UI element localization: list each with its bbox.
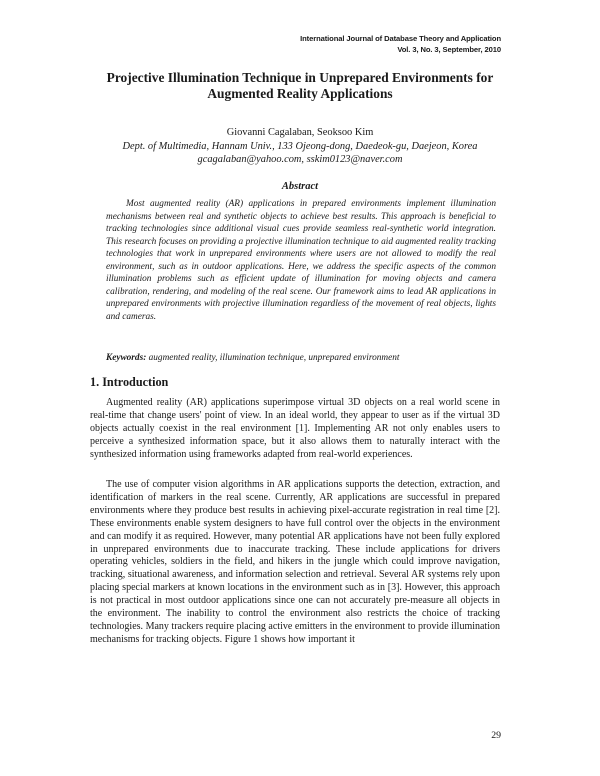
paper-title: [60, 70, 540, 102]
author-block: [60, 126, 540, 167]
abstract-body: Most augmented reality (AR) applications in prepared environments implement illumination mechanisms between real and synthetic objects to achieve best results. This approach is beneficial to tracking technologies since additional visual cues provide seamless real-synthetic world integration. This research focuses on providing a projective illumination technique to aid augmented reality tracking technologies that work in unprepared environments where users are not allowed to modify the real environment, such as in outdoor applications. Here, we address the specific aspects of the common illumination problems such as efficient update of illumination for moving objects and camera calibration, rendering, and modeling of the real scene. Our framework aims to lead AR applications in unprepared environments with projective illumination regardless of the movement of real objects, lights and cameras.: [106, 199, 496, 322]
intro-paragraph-2: The use of computer vision algorithms in AR applications supports the detection, extraction, and identification of markers in the real scene. Currently, AR applications are successful in prepared environments where they produce best results in achieving pixel-accurate registration in real time [2]. These environments enable system designers to have full control over the objects in the environment and can modify it as required. However, many potential AR applications have not been fully explored in unprepared environments due to inaccurate tracking. These include applications for drivers operating vehicles, soldiers in the field, and hikers in the jungle which could improve navigation, tracking, situational awareness, and information selection and retrieval. Several AR systems rely upon placing special markers at known locations in the environment such as in [3]. However, this approach is not practical in most outdoor applications since one can not accurately pre-measure all objects in the environment. The inability to control the environment also restricts the choice of tracking technologies. Many trackers require placing active emitters in the environment to provide illumination mechanisms for tracking objects. Figure 1 shows how important it: [90, 479, 500, 645]
page-number: 29: [491, 730, 501, 741]
keywords-line: [106, 352, 506, 364]
author-affiliation: Dept. of Multimedia, Hannam Univ., 133 Ojeong-dong, Daedeok-gu, Daejeon, Korea: [122, 140, 478, 152]
author-emails: gcagalaban@yahoo.com, sskim0123@naver.com: [197, 154, 403, 165]
author-names: Giovanni Cagalaban, Seoksoo Kim: [226, 127, 374, 138]
title-line-1: Projective Illumination Technique in Unprepared Environments for: [106, 70, 494, 85]
section-heading-introduction: 1. Introduction: [90, 375, 169, 389]
keywords-text: augmented reality, illumination technique, unprepared environment: [148, 353, 400, 363]
title-line-2: Augmented Reality Applications: [207, 86, 393, 101]
journal-volume: Vol. 3, No. 3, September, 2010: [397, 45, 501, 54]
journal-name: International Journal of Database Theory and Application: [300, 34, 501, 43]
intro-paragraph-1: Augmented reality (AR) applications superimpose virtual 3D objects on a real world scene in real-time that change users' point of view. In an ideal world, they appear to user as if the virtual 3D objects actually coexist in the real environment [1]. Implementing AR not only enables users to perceive a synthesized information space, but it also allows them to naturally interact with the synthesized information using frameworks adapted from real-world experiences.: [90, 397, 500, 460]
journal-header: [300, 33, 501, 55]
abstract-heading: Abstract: [281, 181, 319, 192]
keywords-label: Keywords:: [106, 353, 147, 363]
